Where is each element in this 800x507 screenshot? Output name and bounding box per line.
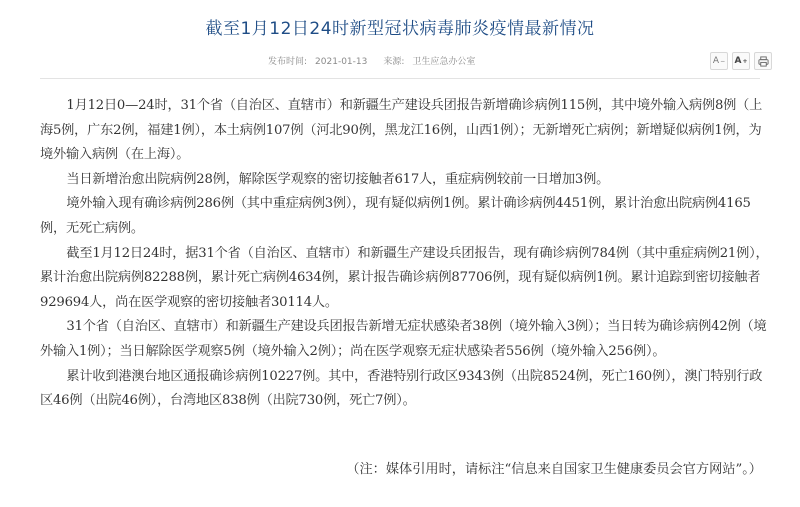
print-icon[interactable] [754,52,772,70]
font-increase-label: A [734,56,742,66]
page-title: 截至1月12日24时新型冠状病毒肺炎疫情最新情况 [205,19,595,39]
printer-glyph [758,56,769,67]
font-decrease-icon[interactable] [710,52,728,70]
publish-info [268,57,375,67]
font-decrease-label: A [712,56,720,66]
paragraph-new-cases: 1月12日0—24时，31个省（自治区、直辖市）和新疆生产建设兵团报告新增确诊病例115例，其中境外输入病例8例（上海5例，广东2例，福建1例），本土病例107例（河北90例，黑龙江16例，山西1例）；无新增死亡病例；新增疑似病例1例，为境外输入病例（在上海）。 [40,98,763,163]
source-name: 卫生应急办公室 [412,57,476,67]
source-label: 来源: [383,57,405,67]
media-citation-note: （注：媒体引用时，请标注“信息来自国家卫生健康委员会官方网站”。） [346,462,762,477]
paragraph-imported: 境外输入现有确诊病例286例（其中重症病例3例），现有疑似病例1例。累计确诊病例4451例，累计治愈出院病例4165例，无死亡病例。 [40,196,751,236]
publish-date: 2021-01-13 [315,57,368,67]
paragraph-cumulative: 截至1月12日24时，据31个省（自治区、直辖市）和新疆生产建设兵团报告，现有确诊病例784例（其中重症病例21例），累计治愈出院病例82288例，累计死亡病例4634例，累计报告确诊病例87706例，现有疑似病例1例。累计追踪到密切接触者929694人，尚在医学观察的密切接触者30114人。 [40,245,769,310]
font-increase-icon[interactable] [732,52,750,70]
publish-label: 发布时间: [268,57,308,67]
plus-mark: + [742,57,748,65]
article-meta [268,54,491,67]
paragraph-asymptomatic: 31个省（自治区、直辖市）和新疆生产建设兵团报告新增无症状感染者38例（境外输入3例）；当日转为确诊病例42例（境外输入1例）；当日解除医学观察5例（境外输入2例）；尚在医学观察无症状感染者556例（境外输入256例）。 [40,319,767,359]
paragraph-recoveries: 当日新增治愈出院病例28例，解除医学观察的密切接触者617人，重症病例较前一日增加3例。 [66,171,610,187]
paragraph-hk-macau-taiwan: 累计收到港澳台地区通报确诊病例10227例。其中，香港特别行政区9343例（出院8524例，死亡160例），澳门特别行政区46例（出院46例），台湾地区838例（出院730例，死亡7例）。 [40,368,763,409]
article-body [40,94,770,414]
header-divider [40,78,760,79]
article-toolbar [710,52,772,70]
minus-mark: − [720,57,726,65]
source-info [383,57,483,67]
